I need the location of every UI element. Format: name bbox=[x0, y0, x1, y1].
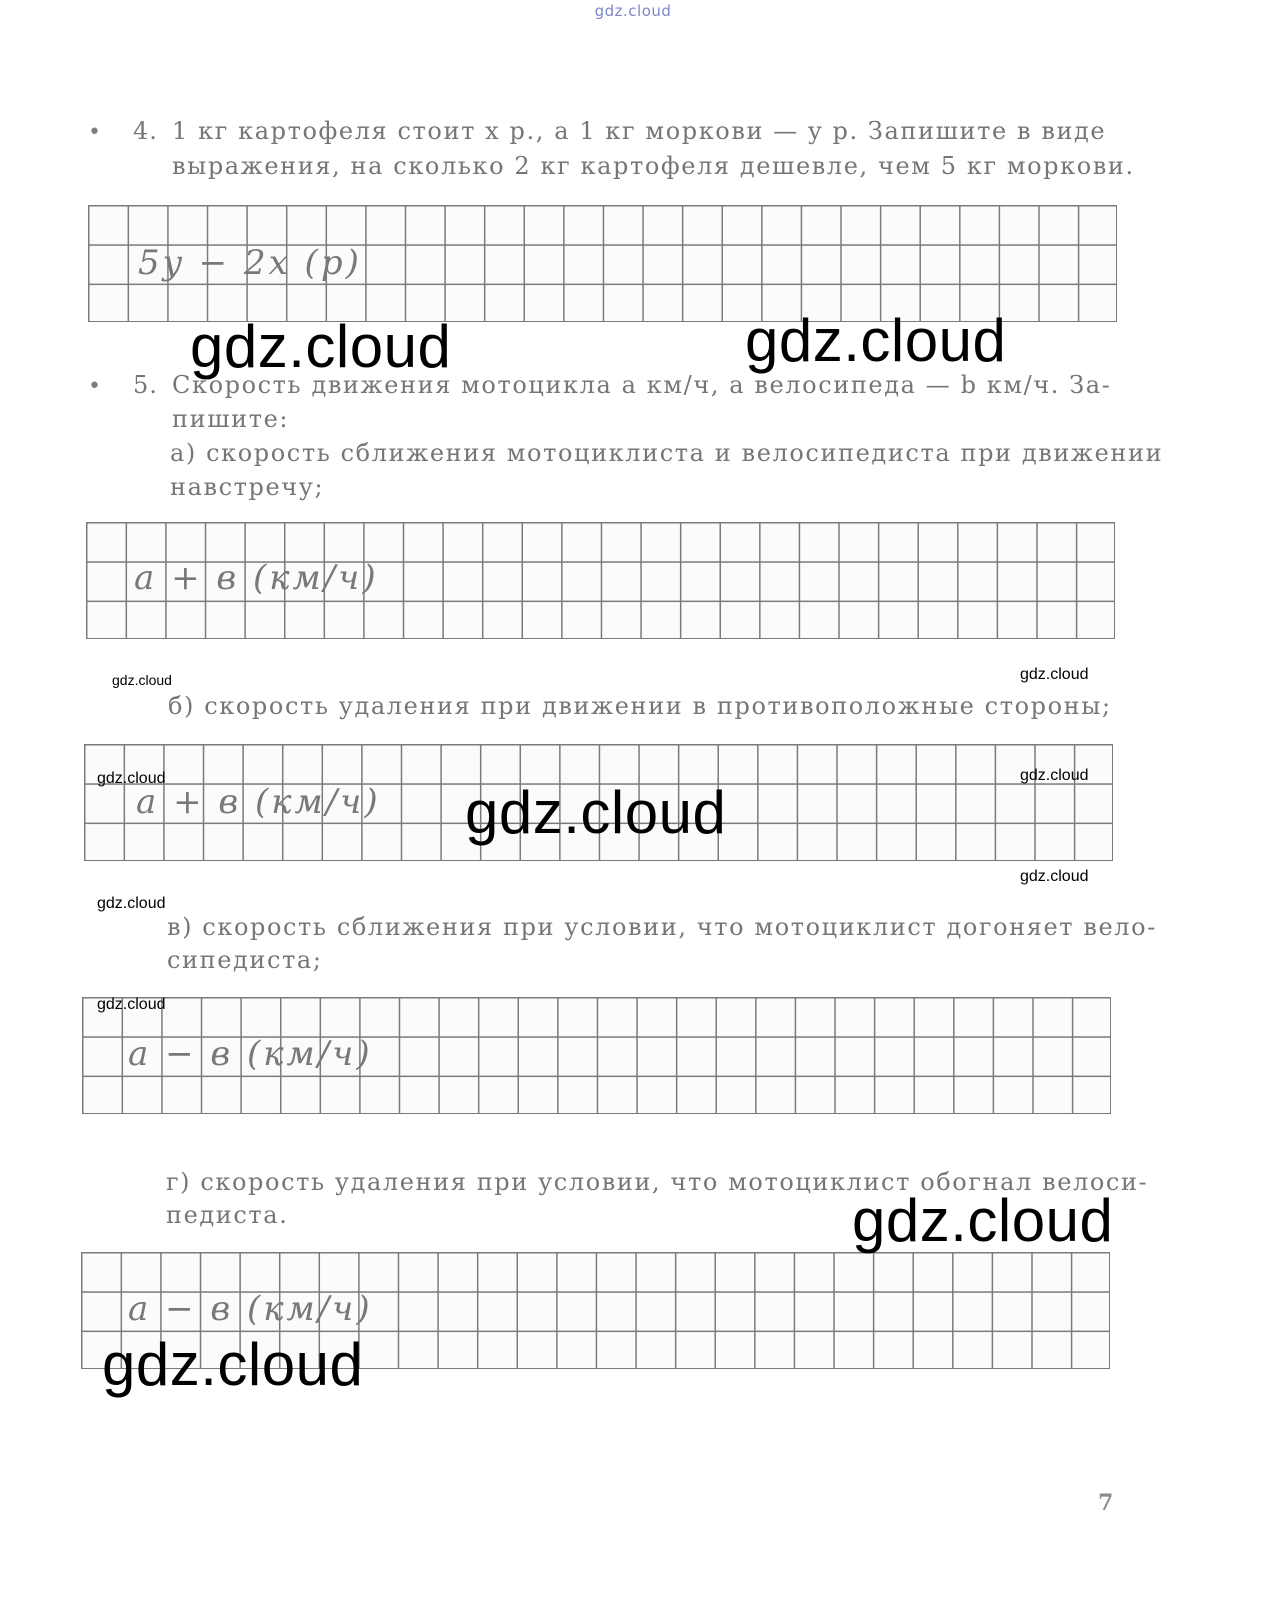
watermark: gdz.cloud bbox=[97, 770, 166, 787]
task4-bullet: • bbox=[88, 120, 101, 145]
site-label: gdz.cloud bbox=[594, 2, 672, 20]
watermark: gdz.cloud bbox=[465, 779, 727, 846]
task5a-text-line1: а) скорость сближения мотоциклиста и велосипедиста при движении bbox=[170, 439, 1164, 467]
task5-number: 5. bbox=[133, 371, 158, 399]
task5d-text-line2: педиста. bbox=[166, 1201, 289, 1229]
page-number: 7 bbox=[1098, 1490, 1114, 1516]
task4-text-line2: выражения, на сколько 2 кг картофеля дешевле, чем 5 кг моркови. bbox=[172, 152, 1135, 180]
task5d-text-line1: г) скорость удаления при условии, что мотоциклист обогнал велоси- bbox=[166, 1168, 1149, 1196]
task5b-text-line1: б) скорость удаления при движении в противоположные стороны; bbox=[168, 692, 1112, 720]
task5b-handwritten-answer: a + в (км/ч) bbox=[136, 782, 381, 822]
task5a-handwritten-answer: a + в (км/ч) bbox=[134, 558, 379, 598]
watermark: gdz.cloud bbox=[190, 313, 452, 380]
watermark: gdz.cloud bbox=[97, 996, 166, 1013]
watermark: gdz.cloud bbox=[97, 895, 166, 912]
watermark: gdz.cloud bbox=[102, 1331, 364, 1398]
task5-text-line1: Скорость движения мотоцикла a км/ч, а велосипеда — b км/ч. За- bbox=[172, 371, 1112, 399]
task5d-handwritten-answer: a − в (км/ч) bbox=[128, 1289, 373, 1329]
task5-text-line2: пишите: bbox=[172, 405, 290, 433]
watermark: gdz.cloud bbox=[745, 307, 1007, 374]
task5a-text-line2: навстречу; bbox=[170, 473, 325, 501]
watermark: gdz.cloud bbox=[112, 672, 172, 688]
task4-handwritten-answer: 5y − 2x (р) bbox=[138, 243, 362, 283]
task4-number: 4. bbox=[133, 117, 158, 145]
watermark: gdz.cloud bbox=[852, 1187, 1114, 1254]
watermark: gdz.cloud bbox=[1020, 868, 1089, 885]
watermark: gdz.cloud bbox=[1020, 767, 1089, 784]
watermark: gdz.cloud bbox=[1020, 666, 1089, 683]
task4-text-line1: 1 кг картофеля стоит x р., а 1 кг моркови — y р. Запишите в виде bbox=[172, 117, 1107, 145]
task5-bullet: • bbox=[88, 374, 101, 399]
task5c-text-line1: в) скорость сближения при условии, что мотоциклист догоняет вело- bbox=[167, 913, 1157, 941]
task5c-text-line2: сипедиста; bbox=[167, 946, 323, 974]
task5c-handwritten-answer: a − в (км/ч) bbox=[128, 1034, 373, 1074]
